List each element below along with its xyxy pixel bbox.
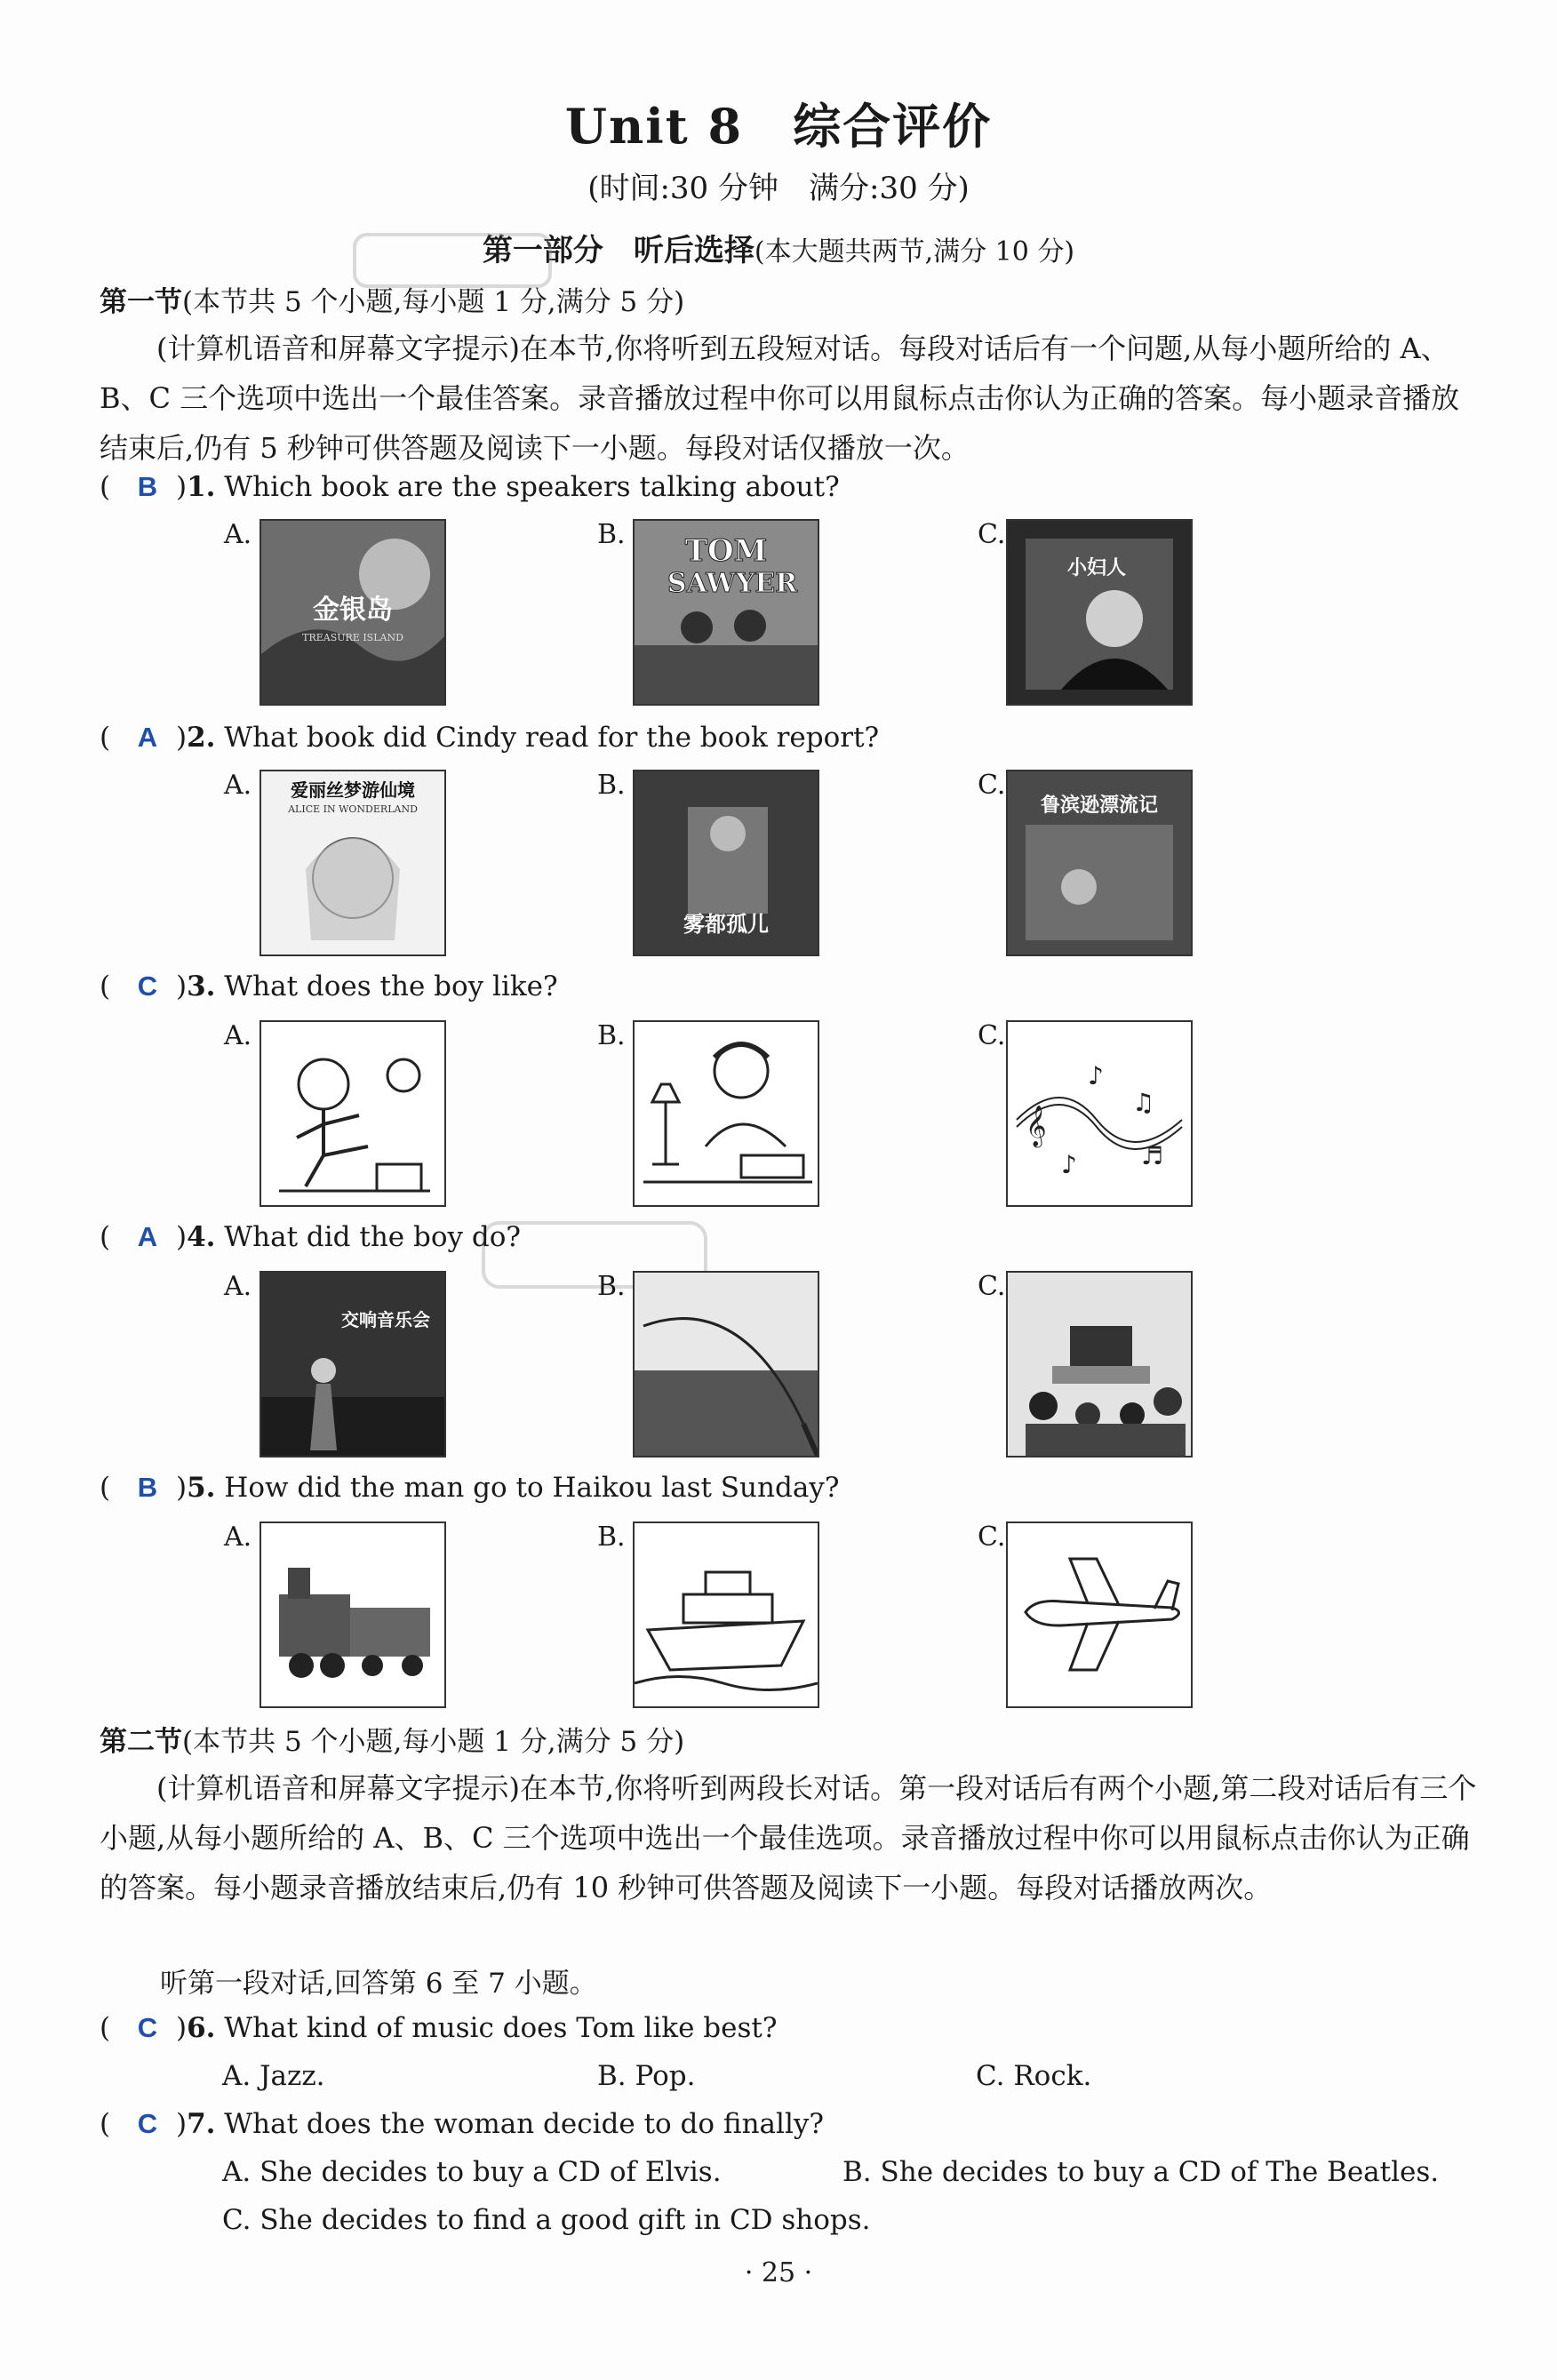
svg-text:小妇人: 小妇人	[1066, 556, 1127, 579]
book-cover-alice[interactable]	[260, 770, 446, 956]
ship-drawing[interactable]	[633, 1521, 819, 1708]
question-5-text: How did the man go to Haikou last Sunday?	[224, 1472, 840, 1504]
section2-instruction: (计算机语音和屏幕文字提示)在本节,你将听到两段长对话。第一段对话后有两个小题,第二段对话后有三个小题,从每小题所给的 A、B、C 三个选项中选出一个最佳选项。录音播放过程中你可以用鼠标点击你认为正确的答案。每小题录音播放结束后,仍有 10 秒钟可供答题及阅读下一小题。每段对话播放两次。	[100, 1771, 1477, 1905]
option-label-b: B.	[597, 1521, 626, 1553]
page-subtitle: (时间:30 分钟 满分:30 分)	[587, 171, 970, 206]
page-number: · 25 ·	[744, 2257, 813, 2288]
writing-drawing[interactable]	[633, 1020, 819, 1207]
question-4: ( A )4. What did the boy do?	[100, 1221, 522, 1253]
question-4-text: What did the boy do?	[224, 1221, 522, 1253]
question-6: ( C )6. What kind of music does Tom like best?	[100, 2012, 778, 2044]
question-1: ( B )1. Which book are the speakers talking about?	[100, 471, 840, 503]
svg-text:TOM: TOM	[684, 533, 768, 569]
option-label-b: B.	[597, 1020, 626, 1051]
question-3: ( C )3. What does the boy like?	[100, 970, 558, 1002]
section1-instruction: (计算机语音和屏幕文字提示)在本节,你将听到五段短对话。每段对话后有一个问题,从每小题所给的 A、B、C 三个选项中选出一个最佳答案。录音播放过程中你可以用鼠标点击你认为正确的答案。每小题录音播放结束后,仍有 5 秒钟可供答题及阅读下一小题。每段对话仅播放一次。	[100, 331, 1460, 465]
svg-text:ALICE IN WONDERLAND: ALICE IN WONDERLAND	[288, 803, 418, 815]
option-7a[interactable]: A. She decides to buy a CD of Elvis.	[222, 2156, 722, 2188]
option-label-b: B.	[597, 1271, 626, 1302]
soccer-drawing[interactable]	[260, 1020, 446, 1207]
svg-text:♪: ♪	[1061, 1150, 1077, 1179]
question-5: ( B )5. How did the man go to Haikou last Sunday?	[100, 1472, 840, 1504]
option-label-c: C.	[978, 519, 1006, 550]
answer-5[interactable]: B	[137, 1472, 158, 1503]
book-cover-tom-sawyer[interactable]	[633, 519, 819, 706]
answer-1[interactable]: B	[137, 471, 158, 502]
question-7: ( C )7. What does the woman decide to do finally?	[100, 2108, 824, 2140]
svg-text:♬: ♬	[1141, 1141, 1164, 1170]
answer-2[interactable]: A	[137, 722, 158, 753]
book-cover-treasure-island[interactable]	[260, 519, 446, 706]
option-label-a: A.	[224, 770, 252, 801]
option-label-c: C.	[978, 1271, 1006, 1302]
section2-title: 第二节	[100, 1726, 182, 1758]
question-2: ( A )2. What book did Cindy read for the book report?	[100, 722, 880, 754]
option-label-c: C.	[978, 1020, 1006, 1051]
svg-text:交响音乐会: 交响音乐会	[341, 1309, 430, 1330]
svg-text:TREASURE ISLAND: TREASURE ISLAND	[302, 632, 403, 643]
option-label-b: B.	[597, 770, 626, 801]
option-6b[interactable]: B. Pop.	[597, 2060, 696, 2092]
option-label-a: A.	[224, 1020, 252, 1051]
answer-7[interactable]: C	[137, 2108, 158, 2139]
option-label-a: A.	[224, 519, 252, 550]
svg-text:♫: ♫	[1132, 1088, 1155, 1117]
option-label-c: C.	[978, 770, 1006, 801]
section2-heading	[100, 1719, 684, 1759]
cover-title: 金银岛	[313, 595, 393, 626]
book-cover-oliver-twist[interactable]	[633, 770, 819, 956]
section2-note: (本节共 5 个小题,每小题 1 分,满分 5 分)	[182, 1726, 685, 1758]
fishing-photo[interactable]	[633, 1271, 819, 1458]
section1-heading	[100, 279, 684, 319]
svg-text:爱丽丝梦游仙境: 爱丽丝梦游仙境	[291, 779, 415, 801]
section1-title: 第一节	[100, 286, 182, 318]
option-7b[interactable]: B. She decides to buy a CD of The Beatles.	[842, 2156, 1440, 2188]
option-6a[interactable]: A. Jazz.	[222, 2060, 325, 2092]
option-label-c: C.	[978, 1521, 1006, 1553]
part1-title: 第一部分 听后选择	[482, 233, 755, 268]
option-label-b: B.	[597, 519, 626, 550]
question-6-text: What kind of music does Tom like best?	[224, 2012, 778, 2044]
svg-text:SAWYER: SAWYER	[667, 568, 798, 599]
svg-text:♪: ♪	[1088, 1061, 1104, 1090]
plane-drawing[interactable]	[1006, 1521, 1193, 1708]
part1-heading	[0, 226, 1557, 269]
answer-6[interactable]: C	[137, 2012, 158, 2043]
book-cover-robinson-crusoe[interactable]	[1006, 770, 1193, 956]
svg-text:𝄞: 𝄞	[1026, 1106, 1047, 1146]
concert-photo[interactable]	[260, 1271, 446, 1458]
question-3-text: What does the boy like?	[224, 970, 558, 1002]
train-drawing[interactable]	[260, 1521, 446, 1708]
dialog1-instruction: 听第一段对话,回答第 6 至 7 小题。	[160, 1968, 597, 2000]
page-title: Unit 8 综合评价	[564, 98, 993, 155]
option-6c[interactable]: C. Rock.	[976, 2060, 1092, 2092]
option-label-a: A.	[224, 1271, 252, 1302]
question-7-text: What does the woman decide to do finally?	[224, 2108, 824, 2140]
part1-note: (本大题共两节,满分 10 分)	[754, 236, 1075, 268]
answer-4[interactable]: A	[137, 1221, 158, 1252]
book-cover-little-women[interactable]	[1006, 519, 1193, 706]
question-2-text: What book did Cindy read for the book report?	[224, 722, 880, 754]
option-label-a: A.	[224, 1521, 252, 1553]
svg-text:鲁滨逊漂流记: 鲁滨逊漂流记	[1040, 794, 1159, 817]
watching-tv-photo[interactable]	[1006, 1271, 1193, 1458]
question-1-text: Which book are the speakers talking about?	[224, 471, 840, 503]
svg-text:雾都孤儿: 雾都孤儿	[683, 911, 769, 937]
music-notes-drawing[interactable]	[1006, 1020, 1193, 1207]
section1-note: (本节共 5 个小题,每小题 1 分,满分 5 分)	[182, 286, 685, 318]
option-7c[interactable]: C. She decides to find a good gift in CD shops.	[222, 2204, 871, 2236]
answer-3[interactable]: C	[137, 970, 158, 1002]
